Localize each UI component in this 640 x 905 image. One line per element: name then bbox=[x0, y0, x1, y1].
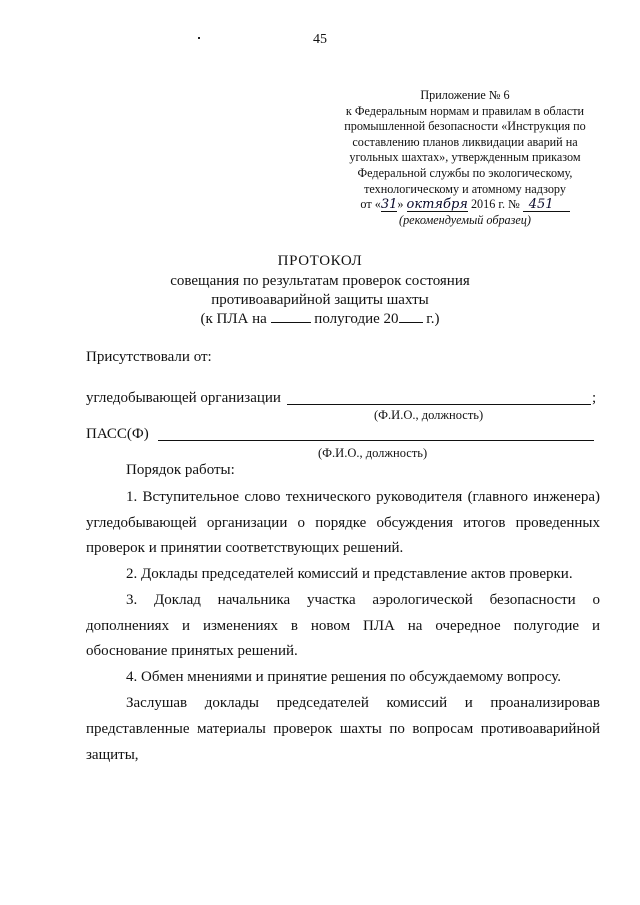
protocol-subtitle-3: (к ПЛА на полугодие 20 г.) bbox=[200, 311, 440, 327]
blank-year bbox=[399, 310, 423, 323]
agenda-item-3-line-1: 3. Доклад начальника участка аэрологической безопасности о bbox=[126, 592, 600, 608]
date-month-handwritten: октября bbox=[406, 197, 468, 213]
annex-line-3: промышленной безопасности «Инструкция по bbox=[344, 119, 586, 134]
annex-line-1: Приложение № 6 bbox=[420, 88, 510, 102]
date-day-handwritten: 31 bbox=[380, 197, 398, 213]
org-hint: (Ф.И.О., должность) bbox=[374, 408, 484, 422]
agenda-item-3-line-3: обоснование принятых решений. bbox=[86, 643, 298, 659]
annex-block bbox=[300, 88, 630, 228]
org-end: ; bbox=[592, 390, 597, 406]
date-year: 2016 г. № bbox=[467, 197, 523, 212]
conclusion-line-1: Заслушав доклады председателей комиссий и проанализировав bbox=[126, 695, 600, 711]
annex-line-6: Федеральной службы по экологическому, bbox=[357, 165, 573, 180]
blank-period bbox=[271, 310, 311, 323]
pass-fill-line bbox=[158, 440, 594, 441]
conclusion-line-3: защиты, bbox=[86, 747, 139, 763]
agenda-item-3-line-2: дополнениях и изменениях в новом ПЛА на очередное полугодие и bbox=[86, 618, 600, 634]
page-number: 45 bbox=[313, 32, 327, 47]
order-number-handwritten: 451 bbox=[523, 198, 570, 212]
annex-date-line bbox=[300, 197, 630, 213]
agenda-item-4: 4. Обмен мнениями и принятие решения по обсуждаемому вопросу. bbox=[126, 669, 561, 685]
attendance-label: Присутствовали от: bbox=[86, 349, 212, 365]
conclusion-line-2: представленные материалы проверок шахты по вопросам противоаварийной bbox=[86, 721, 600, 737]
agenda-label: Порядок работы: bbox=[126, 462, 235, 478]
annex-line-5: угольных шахтах», утвержденным приказом bbox=[349, 150, 581, 165]
date-sep: » bbox=[397, 197, 404, 212]
agenda-item-2: 2. Доклады председателей комиссий и представление актов проверки. bbox=[126, 566, 573, 582]
agenda-item-1-line-3: проверок и принятии соответствующих решений. bbox=[86, 540, 404, 556]
agenda-item-1-line-2: угледобывающей организации о порядке обсуждения итогов проведенных bbox=[86, 515, 600, 531]
pass-hint: (Ф.И.О., должность) bbox=[318, 446, 428, 460]
annex-line-4: составлению планов ликвидации аварий на bbox=[352, 134, 578, 149]
protocol-subtitle-2: противоаварийной защиты шахты bbox=[211, 292, 429, 308]
scan-speck bbox=[198, 37, 200, 39]
annex-note: (рекомендуемый образец) bbox=[399, 212, 531, 227]
annex-line-7: технологическому и атомному надзору bbox=[364, 181, 566, 196]
protocol-subtitle-1: совещания по результатам проверок состояния bbox=[170, 273, 470, 289]
org-fill-line bbox=[287, 404, 591, 405]
agenda-item-1-line-1: 1. Вступительное слово технического руководителя (главного инженера) bbox=[126, 489, 600, 505]
annex-line-2: к Федеральным нормам и правилам в области bbox=[345, 103, 585, 118]
protocol-heading: ПРОТОКОЛ bbox=[277, 253, 363, 269]
pass-label: ПАСС(Ф) bbox=[86, 426, 149, 442]
org-label: угледобывающей организации bbox=[86, 390, 281, 406]
date-prefix: от « bbox=[360, 197, 381, 212]
